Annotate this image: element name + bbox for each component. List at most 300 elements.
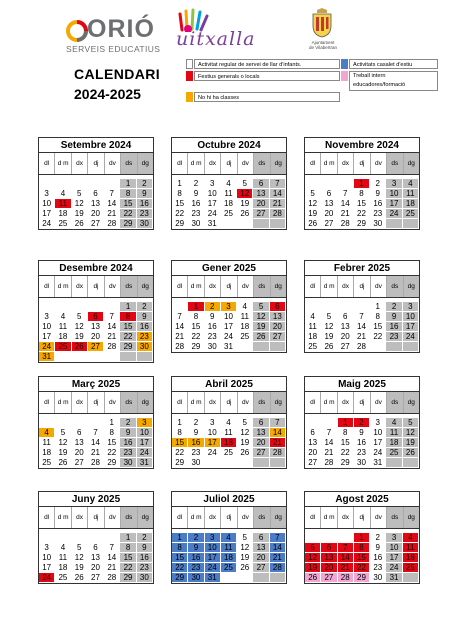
day-cell: 19 [237, 199, 253, 209]
empty-cell [338, 533, 354, 543]
weekday-label: dx [72, 507, 88, 528]
day-cell: 30 [205, 342, 221, 352]
weekday-label: d m [55, 276, 71, 297]
month-calendar [38, 376, 154, 469]
day-cell: 31 [39, 352, 55, 362]
legend [186, 59, 438, 105]
ajuntament-label [298, 40, 348, 50]
day-cell: 24 [221, 332, 237, 342]
day-cell: 2 [120, 418, 136, 428]
day-cell: 1 [172, 533, 188, 543]
weekday-label: dv [371, 392, 387, 413]
weekday-label: ds [121, 392, 137, 413]
day-cell: 10 [205, 543, 221, 553]
weekday-label: ds [254, 392, 270, 413]
day-cell: 30 [120, 458, 136, 468]
empty-cell [305, 179, 321, 189]
day-cell: 9 [137, 543, 153, 553]
weekday-label: dx [205, 153, 221, 174]
day-cell: 15 [120, 322, 136, 332]
weekday-label: dv [105, 392, 121, 413]
day-cell: 18 [237, 322, 253, 332]
empty-cell [338, 179, 354, 189]
ajuntament-line1: Ajuntament [311, 40, 335, 45]
week-row [305, 322, 419, 332]
week-row [172, 428, 286, 438]
month-calendar [304, 491, 420, 584]
day-cell: 20 [88, 209, 104, 219]
month-days [305, 414, 419, 468]
weekday-label: dj [221, 153, 237, 174]
day-cell: 12 [237, 543, 253, 553]
day-cell: 4 [55, 543, 71, 553]
header [0, 0, 457, 120]
weekday-label: ds [254, 507, 270, 528]
month-calendar [38, 137, 154, 230]
day-cell: 5 [72, 312, 88, 322]
day-cell: 22 [188, 332, 204, 342]
day-cell: 30 [137, 342, 153, 352]
day-cell: 22 [120, 209, 136, 219]
month-days [39, 298, 153, 362]
day-cell: 26 [55, 458, 71, 468]
day-cell: 21 [270, 438, 286, 448]
weekday-label: ds [254, 276, 270, 297]
day-cell: 23 [188, 448, 204, 458]
day-cell: 17 [370, 438, 386, 448]
day-cell: 5 [253, 302, 269, 312]
day-cell: 13 [270, 312, 286, 322]
weekday-label: dg [271, 392, 286, 413]
day-cell: 20 [253, 199, 269, 209]
week-row [39, 332, 153, 342]
weekday-label: dj [88, 276, 104, 297]
day-cell: 23 [137, 209, 153, 219]
day-cell: 12 [403, 428, 419, 438]
day-cell: 4 [221, 533, 237, 543]
day-cell: 14 [88, 438, 104, 448]
day-cell: 11 [403, 189, 419, 199]
weekday-label: dl [172, 392, 188, 413]
empty-cell [104, 179, 120, 189]
empty-cell [305, 418, 321, 428]
day-cell: 18 [55, 563, 71, 573]
day-cell: 4 [237, 302, 253, 312]
month-calendar [38, 260, 154, 363]
day-cell: 23 [137, 563, 153, 573]
weekday-label: dv [371, 276, 387, 297]
day-cell: 4 [386, 418, 402, 428]
day-cell: 28 [270, 209, 286, 219]
day-cell: 16 [137, 322, 153, 332]
day-cell: 20 [72, 448, 88, 458]
day-cell: 29 [338, 458, 354, 468]
day-cell: 28 [338, 573, 354, 583]
weekday-label: dx [205, 392, 221, 413]
weekday-label: ds [387, 153, 403, 174]
day-cell: 31 [370, 458, 386, 468]
day-cell: 3 [386, 179, 402, 189]
month-days [172, 298, 286, 352]
legend-label-noclass: No hi ha classes [194, 92, 340, 102]
day-cell: 30 [188, 458, 204, 468]
day-cell: 17 [205, 553, 221, 563]
day-cell: 9 [188, 428, 204, 438]
week-row [305, 448, 419, 458]
day-cell: 23 [370, 563, 386, 573]
day-cell: 14 [270, 189, 286, 199]
day-cell: 6 [253, 179, 269, 189]
week-row [172, 533, 286, 543]
weekday-label: dx [338, 392, 354, 413]
day-cell: 22 [354, 563, 370, 573]
day-cell: 1 [338, 418, 354, 428]
weekday-label: dx [205, 276, 221, 297]
day-cell: 21 [172, 332, 188, 342]
weekday-header [172, 507, 286, 529]
day-cell: 9 [354, 428, 370, 438]
empty-cell [386, 458, 402, 468]
empty-cell [221, 573, 237, 583]
empty-cell [237, 342, 253, 352]
weekday-label: ds [121, 276, 137, 297]
day-cell: 12 [305, 553, 321, 563]
day-cell: 3 [205, 533, 221, 543]
empty-cell [55, 533, 71, 543]
day-cell: 5 [403, 418, 419, 428]
weekday-label: dv [105, 276, 121, 297]
day-cell: 17 [403, 322, 419, 332]
day-cell: 7 [88, 428, 104, 438]
day-cell: 29 [120, 342, 136, 352]
day-cell: 24 [205, 563, 221, 573]
empty-cell [137, 352, 153, 362]
month-days [39, 175, 153, 229]
day-cell: 30 [188, 573, 204, 583]
week-row [172, 418, 286, 428]
legend-swatch-summer [341, 59, 348, 69]
weekday-header [172, 392, 286, 414]
empty-cell [55, 352, 71, 362]
day-cell: 29 [120, 573, 136, 583]
month-days [305, 529, 419, 583]
week-row [39, 573, 153, 583]
day-cell: 2 [205, 302, 221, 312]
day-cell: 22 [120, 563, 136, 573]
weekday-label: dv [238, 392, 254, 413]
day-cell: 14 [104, 199, 120, 209]
day-cell: 3 [386, 533, 402, 543]
empty-cell [253, 342, 269, 352]
day-cell: 1 [172, 418, 188, 428]
day-cell: 7 [270, 418, 286, 428]
month-name: Maig 2025 [305, 377, 419, 392]
month-days [305, 298, 419, 352]
day-cell: 6 [88, 543, 104, 553]
day-cell: 16 [137, 199, 153, 209]
week-row [39, 189, 153, 199]
weekday-label: ds [387, 507, 403, 528]
day-cell: 13 [88, 553, 104, 563]
day-cell: 19 [55, 448, 71, 458]
day-cell: 2 [137, 302, 153, 312]
day-cell: 8 [172, 428, 188, 438]
weekday-label: dg [404, 392, 419, 413]
day-cell: 23 [120, 448, 136, 458]
day-cell: 25 [221, 563, 237, 573]
weekday-label: d m [188, 153, 204, 174]
day-cell: 29 [354, 573, 370, 583]
empty-cell [221, 219, 237, 229]
day-cell: 15 [354, 199, 370, 209]
weekday-label: dv [238, 507, 254, 528]
day-cell: 11 [221, 428, 237, 438]
day-cell: 12 [253, 312, 269, 322]
week-row [39, 418, 153, 428]
month-name: Octubre 2024 [172, 138, 286, 153]
week-row [172, 199, 286, 209]
day-cell: 5 [237, 533, 253, 543]
weekday-label: dl [305, 276, 321, 297]
weekday-label: dj [221, 507, 237, 528]
weekday-label: dj [88, 153, 104, 174]
day-cell: 5 [72, 543, 88, 553]
day-cell: 4 [403, 533, 419, 543]
day-cell: 6 [72, 428, 88, 438]
day-cell: 26 [253, 332, 269, 342]
empty-cell [253, 573, 269, 583]
day-cell: 13 [338, 322, 354, 332]
day-cell: 3 [370, 418, 386, 428]
weekday-label: dg [271, 507, 286, 528]
day-cell: 19 [72, 563, 88, 573]
day-cell: 1 [120, 179, 136, 189]
day-cell: 14 [338, 199, 354, 209]
day-cell: 5 [237, 418, 253, 428]
weekday-label: ds [121, 507, 137, 528]
week-row [305, 179, 419, 189]
orio-subtitle: SERVEIS EDUCATIUS [66, 44, 161, 54]
week-row [172, 543, 286, 553]
empty-cell [237, 458, 253, 468]
weekday-label: dj [354, 276, 370, 297]
day-cell: 2 [354, 418, 370, 428]
day-cell: 10 [403, 312, 419, 322]
empty-cell [321, 533, 337, 543]
day-cell: 26 [72, 342, 88, 352]
page-title [74, 64, 160, 104]
empty-cell [104, 533, 120, 543]
weekday-header [39, 276, 153, 298]
week-row [305, 209, 419, 219]
day-cell: 20 [305, 448, 321, 458]
day-cell: 26 [237, 209, 253, 219]
day-cell: 16 [386, 322, 402, 332]
day-cell: 18 [386, 438, 402, 448]
day-cell: 9 [137, 189, 153, 199]
week-row [172, 322, 286, 332]
day-cell: 26 [72, 219, 88, 229]
empty-cell [104, 352, 120, 362]
day-cell: 3 [39, 312, 55, 322]
day-cell: 30 [188, 219, 204, 229]
day-cell: 30 [370, 573, 386, 583]
week-row [305, 219, 419, 229]
day-cell: 9 [370, 543, 386, 553]
empty-cell [55, 418, 71, 428]
day-cell: 13 [253, 543, 269, 553]
month-days [39, 529, 153, 583]
title-line1: CALENDARI [74, 66, 161, 82]
day-cell: 25 [305, 342, 321, 352]
day-cell: 8 [104, 428, 120, 438]
legend-label-training: Treball intern educadores/formació [349, 71, 438, 91]
weekday-label: dg [138, 276, 153, 297]
day-cell: 7 [104, 189, 120, 199]
empty-cell [386, 219, 402, 229]
week-row [172, 219, 286, 229]
day-cell: 24 [39, 219, 55, 229]
day-cell: 31 [205, 573, 221, 583]
day-cell: 11 [237, 312, 253, 322]
day-cell: 4 [221, 179, 237, 189]
empty-cell [72, 302, 88, 312]
legend-label-holiday: Festius generals o locals [194, 71, 340, 81]
day-cell: 10 [386, 189, 402, 199]
day-cell: 1 [172, 179, 188, 189]
empty-cell [270, 342, 286, 352]
legend-swatch-holiday [186, 71, 193, 81]
empty-cell [305, 533, 321, 543]
week-row [172, 332, 286, 342]
week-row [305, 573, 419, 583]
day-cell: 29 [104, 458, 120, 468]
month-calendar [171, 376, 287, 469]
weekday-label: dl [305, 507, 321, 528]
weekday-label: dl [39, 153, 55, 174]
week-row [39, 322, 153, 332]
day-cell: 15 [188, 322, 204, 332]
day-cell: 20 [270, 322, 286, 332]
day-cell: 13 [321, 199, 337, 209]
day-cell: 20 [321, 209, 337, 219]
day-cell: 3 [205, 179, 221, 189]
legend-swatch-regular [186, 59, 193, 69]
weekday-label: dg [404, 276, 419, 297]
day-cell: 18 [403, 199, 419, 209]
day-cell: 29 [188, 342, 204, 352]
day-cell: 15 [172, 438, 188, 448]
day-cell: 29 [172, 219, 188, 229]
day-cell: 14 [270, 543, 286, 553]
day-cell: 7 [104, 312, 120, 322]
day-cell: 15 [172, 199, 188, 209]
day-cell: 25 [39, 458, 55, 468]
weekday-label: dl [39, 276, 55, 297]
weekday-label: d m [188, 392, 204, 413]
month-calendar [38, 491, 154, 584]
day-cell: 11 [55, 199, 71, 209]
day-cell: 20 [338, 332, 354, 342]
day-cell: 21 [270, 553, 286, 563]
day-cell: 6 [253, 533, 269, 543]
day-cell: 22 [120, 332, 136, 342]
day-cell: 5 [305, 189, 321, 199]
weekday-header [172, 276, 286, 298]
day-cell: 26 [305, 573, 321, 583]
orio-logo [66, 14, 162, 54]
day-cell: 11 [305, 322, 321, 332]
day-cell: 14 [104, 553, 120, 563]
day-cell: 23 [205, 332, 221, 342]
day-cell: 27 [253, 448, 269, 458]
day-cell: 15 [370, 322, 386, 332]
day-cell: 19 [403, 438, 419, 448]
day-cell: 19 [305, 563, 321, 573]
day-cell: 11 [39, 438, 55, 448]
day-cell: 1 [354, 533, 370, 543]
day-cell: 10 [39, 199, 55, 209]
day-cell: 8 [338, 428, 354, 438]
title-line2: 2024-2025 [74, 86, 141, 102]
week-row [39, 342, 153, 352]
day-cell: 11 [386, 428, 402, 438]
empty-cell [403, 573, 419, 583]
empty-cell [88, 302, 104, 312]
weekday-label: dx [72, 276, 88, 297]
day-cell: 2 [386, 302, 402, 312]
weekday-label: d m [321, 392, 337, 413]
month-name: Setembre 2024 [39, 138, 153, 153]
weekday-label: dl [172, 153, 188, 174]
day-cell: 7 [338, 189, 354, 199]
day-cell: 16 [137, 553, 153, 563]
day-cell: 15 [120, 199, 136, 209]
day-cell: 23 [370, 209, 386, 219]
weekday-label: ds [121, 153, 137, 174]
day-cell: 27 [88, 573, 104, 583]
day-cell: 14 [321, 438, 337, 448]
day-cell: 25 [221, 448, 237, 458]
week-row [172, 563, 286, 573]
day-cell: 18 [39, 448, 55, 458]
weekday-label: dg [138, 507, 153, 528]
week-row [39, 428, 153, 438]
day-cell: 30 [137, 573, 153, 583]
day-cell: 24 [403, 332, 419, 342]
day-cell: 16 [120, 438, 136, 448]
day-cell: 1 [188, 302, 204, 312]
weekday-label: d m [321, 276, 337, 297]
day-cell: 5 [237, 179, 253, 189]
empty-cell [270, 219, 286, 229]
week-row [39, 219, 153, 229]
day-cell: 18 [221, 199, 237, 209]
weekday-label: dv [371, 153, 387, 174]
day-cell: 6 [88, 312, 104, 322]
weekday-label: dj [88, 392, 104, 413]
day-cell: 27 [253, 209, 269, 219]
week-row [305, 342, 419, 352]
day-cell: 25 [403, 563, 419, 573]
weekday-label: dj [88, 507, 104, 528]
week-row [39, 543, 153, 553]
day-cell: 17 [386, 199, 402, 209]
weekday-label: dx [338, 276, 354, 297]
day-cell: 23 [386, 332, 402, 342]
day-cell: 18 [305, 332, 321, 342]
day-cell: 28 [270, 563, 286, 573]
